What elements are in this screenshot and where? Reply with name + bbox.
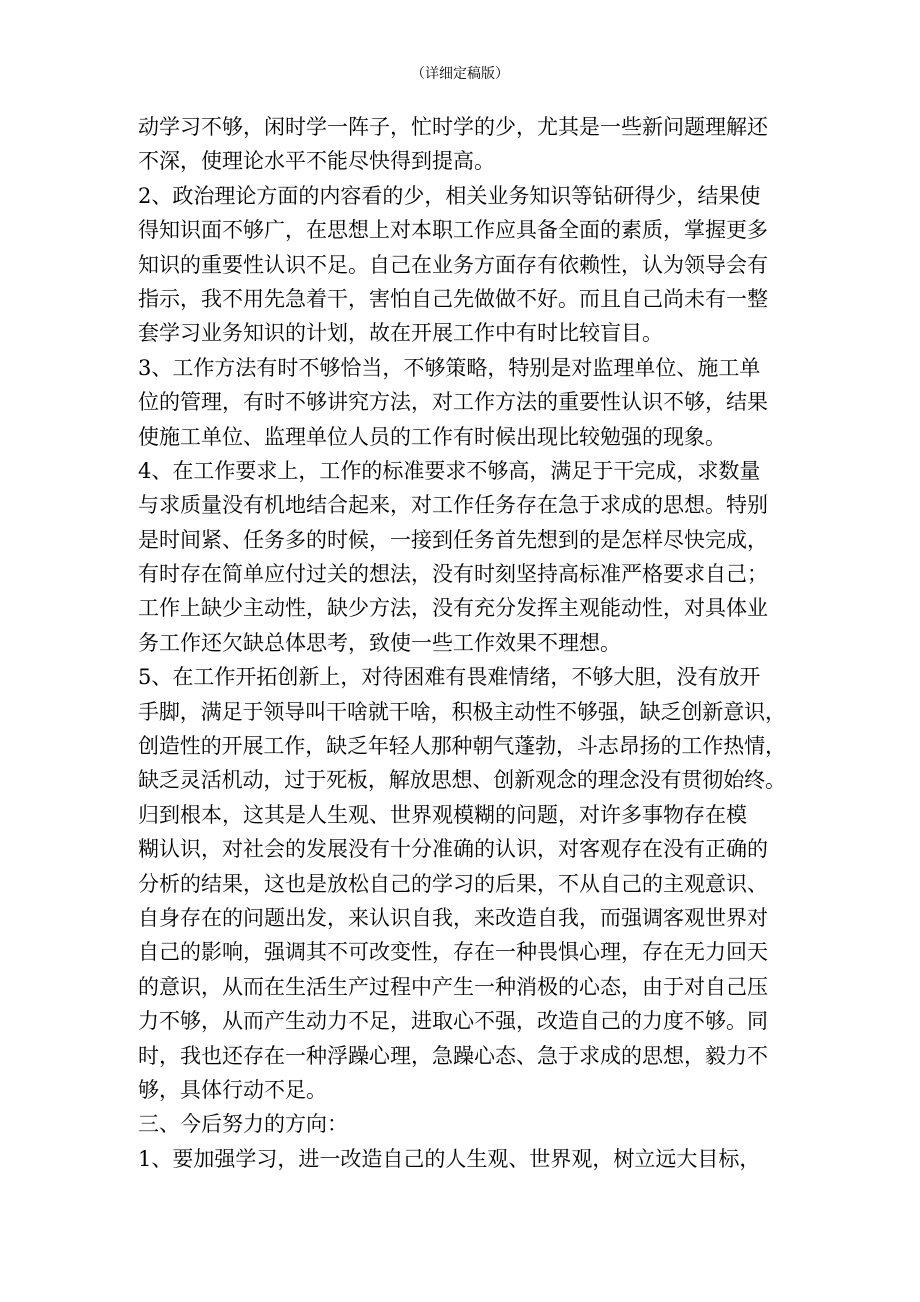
text-line: 力不够，从而产生动力不足，进取心不强，改造自己的力度不够。同 (138, 1009, 768, 1034)
text-line: 务工作还欠缺总体思考，致使一些工作效果不理想。 (138, 630, 621, 655)
text-line: 不深，使理论水平不能尽快得到提高。 (138, 149, 495, 174)
text-line: 4、在工作要求上，工作的标准要求不够高，满足于干完成，求数量 (138, 458, 761, 483)
text-line: 糊认识，对社会的发展没有十分准确的认识，对客观存在没有正确的 (138, 837, 768, 862)
text-line: 有时存在简单应付过关的想法，没有时刻坚持高标准严格要求自己； (138, 562, 768, 587)
text-line: 知识的重要性认识不足。自己在业务方面存有依赖性，认为领导会有 (138, 252, 768, 277)
text-line: 手脚，满足于领导叫干啥就干啥，积极主动性不够强，缺乏创新意识， (138, 699, 786, 724)
text-line: 动学习不够，闲时学一阵子，忙时学的少，尤其是一些新问题理解还 (138, 115, 768, 139)
document-body (138, 110, 786, 1176)
text-line: 得知识面不够广，在思想上对本职工作应具备全面的素质，掌握更多 (138, 218, 768, 243)
text-line: 1、要加强学习，进一改造自己的人生观、世界观，树立远大目标， (138, 1146, 761, 1171)
text-line: 时，我也还存在一种浮躁心理，急躁心态、急于求成的思想，毅力不 (138, 1043, 768, 1068)
text-line: 工作上缺少主动性，缺少方法，没有充分发挥主观能动性，对具体业 (138, 596, 768, 621)
text-line: 创造性的开展工作，缺乏年轻人那种朝气蓬勃，斗志昂扬的工作热情， (138, 734, 786, 759)
text-line: 自身存在的问题出发，来认识自我，来改造自我，而强调客观世界对 (138, 905, 768, 930)
text-line: 是时间紧、任务多的时候，一接到任务首先想到的是怎样尽快完成， (138, 527, 768, 552)
text-line: 3、工作方法有时不够恰当，不够策略，特别是对监理单位、施工单 (138, 355, 761, 380)
page-header: （详细定稿版） (411, 66, 509, 82)
text-line: 缺乏灵活机动，过于死板，解放思想、创新观念的理念没有贯彻始终。 (138, 768, 786, 793)
text-line: 套学习业务知识的计划，故在开展工作中有时比较盲目。 (138, 321, 663, 346)
text-line: 分析的结果，这也是放松自己的学习的后果，不从自己的主观意识、 (138, 871, 768, 896)
text-line: 位的管理，有时不够讲究方法，对工作方法的重要性认识不够，结果 (138, 390, 768, 415)
text-line: 使施工单位、监理单位人员的工作有时候出现比较勉强的现象。 (138, 424, 726, 449)
text-line: 够，具体行动不足。 (138, 1077, 327, 1102)
text-line: 2、政治理论方面的内容看的少，相关业务知识等钻研得少，结果使 (138, 183, 761, 208)
text-line: 自己的影响，强调其不可改变性，存在一种畏惧心理，存在无力回天 (138, 940, 768, 965)
text-line: 与求质量没有机地结合起来，对工作任务存在急于求成的思想。特别 (138, 493, 768, 518)
text-line: 指示，我不用先急着干，害怕自己先做做不好。而且自己尚未有一整 (138, 286, 768, 311)
text-line: 的意识，从而在生活生产过程中产生一种消极的心态，由于对自己压 (138, 974, 768, 999)
text-line: 5、在工作开拓创新上，对待困难有畏难情绪，不够大胆，没有放开 (138, 665, 761, 690)
text-line: 三、今后努力的方向： (138, 1112, 348, 1137)
text-line: 归到根本，这其是人生观、世界观模糊的问题，对许多事物存在模 (138, 802, 747, 827)
